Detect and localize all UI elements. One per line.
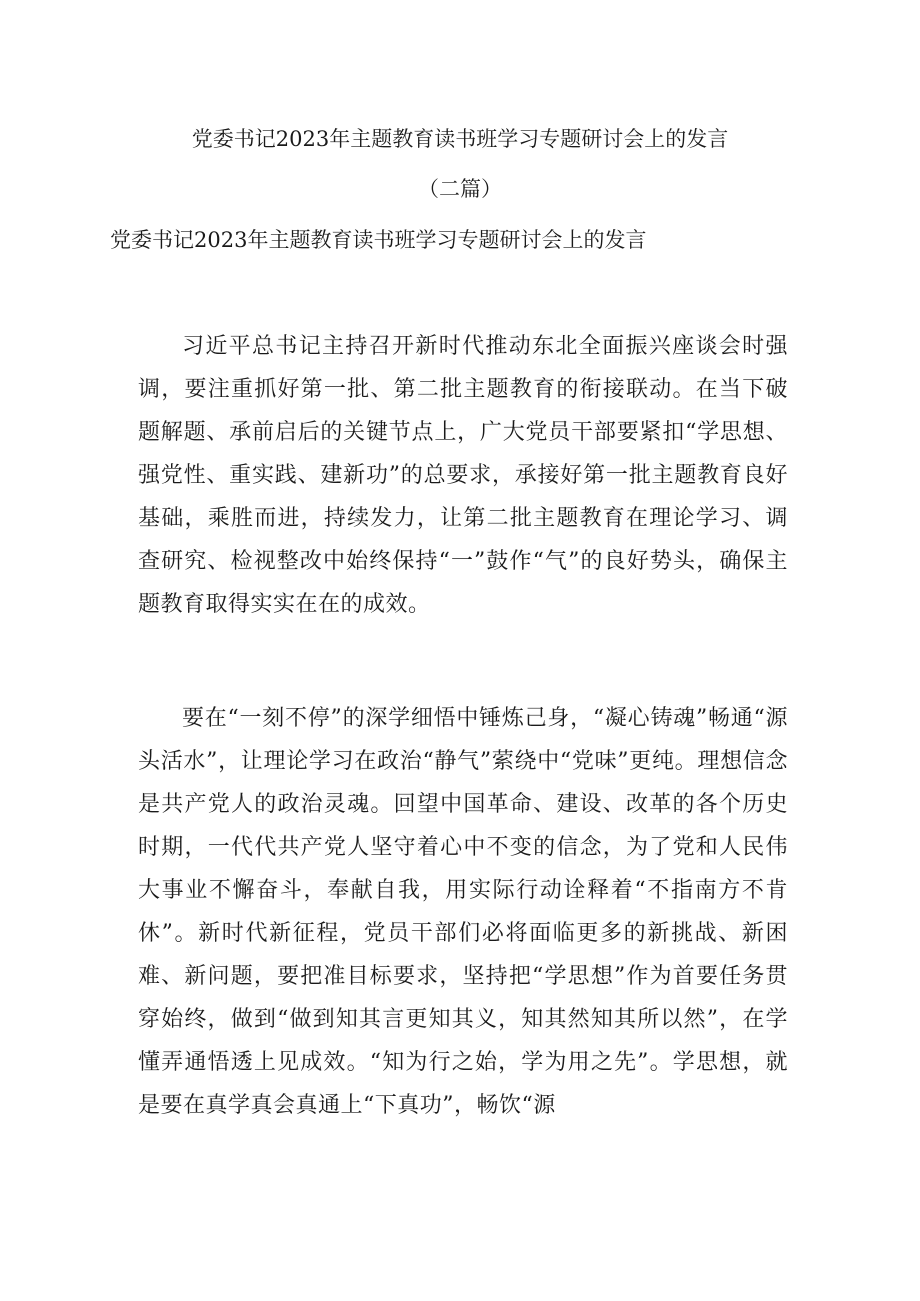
section-heading: 党委书记2023年主题教育读书班学习专题研讨会上的发言 — [110, 228, 647, 252]
paragraph-2: 要在“一刻不停”的深学细悟中锤炼己身，“凝心铸魂”畅通“源头活水”，让理论学习在政治“静气”萦绕中“党味”更纯。理想信念是共产党人的政治灵魂。回望中国革命、建设、改革的各个历史时期，一代代共产党人坚守着心中不变的信念，为了党和人民伟大事业不懈奋斗，奉献自我，用实际行动诠释着“不指南方不肯休”。新时代新征程，党员干部们必将面临更多的新挑战、新困难、新问题，要把准目标要求，坚持把“学思想”作为首要任务贯穿始终，做到“做到知其言更知其义，知其然知其所以然”，在学懂弄通悟透上见成效。“知为行之始，学为用之先”。学思想，就是要在真学真会真通上“下真功”，畅饮“源 — [138, 706, 788, 1118]
document-title: 党委书记2023年主题教育读书班学习专题研讨会上的发言 — [191, 127, 729, 151]
document-title-suffix: （二篇） — [418, 177, 502, 201]
paragraph-1: 习近平总书记主持召开新时代推动东北全面振兴座谈会时强调，要注重抓好第一批、第二批主题教育的衔接联动。在当下破题解题、承前启后的关键节点上，广大党员干部要紧扣“学思想、强党性、重实践、建新功”的总要求，承接好第一批主题教育良好基础，乘胜而进，持续发力，让第二批主题教育在理论学习、调查研究、检视整改中始终保持“一”鼓作“气”的良好势头，确保主题教育取得实实在在的成效。 — [138, 334, 788, 617]
